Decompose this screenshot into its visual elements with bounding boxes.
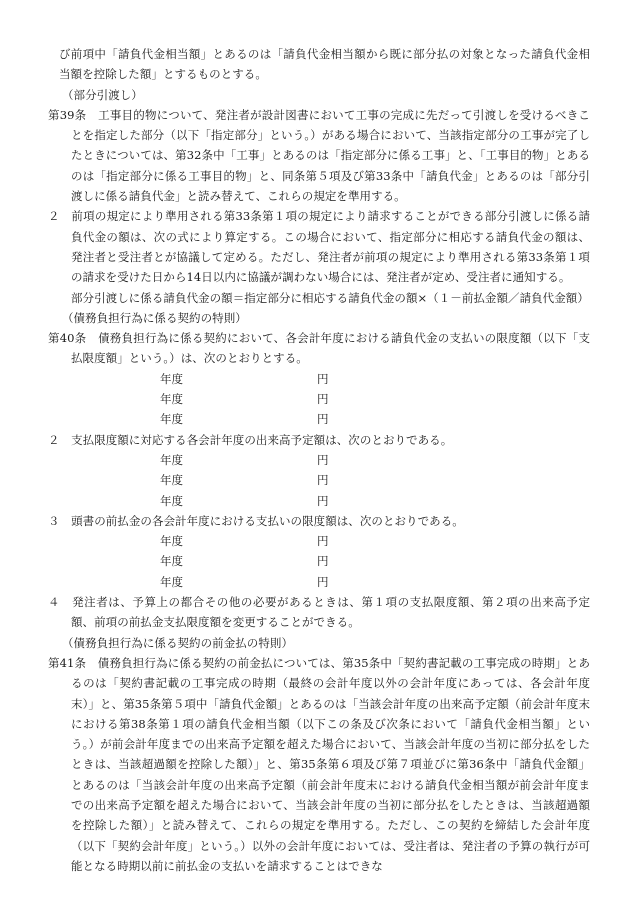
planned-output-table	[48, 450, 590, 511]
article-40-paragraph-2: ２ 支払限度額に対応する各会計年度の出来高予定額は、次のとおりである。	[48, 432, 453, 447]
article-41-caption: （債務負担行為に係る契約の前金払の特則）	[62, 635, 293, 650]
paragraph-continuation: び前項中「請負代金相当額」とあるのは「請負代金相当額から既に部分払の対象となった請負代金相当額を控除した額」とするものとする。	[59, 47, 590, 82]
article-40: 第40条 債務負担行為に係る契約において、各会計年度における請負代金の支払いの限度額（以下「支払限度額」という。）は、次のとおりとする。	[48, 331, 590, 366]
year-label: 年度	[160, 554, 184, 569]
yen-label: 円	[317, 412, 329, 427]
yen-label: 円	[317, 493, 329, 508]
table-row	[48, 470, 590, 490]
year-label: 年度	[160, 473, 184, 488]
article-39-formula: 部分引渡しに係る請負代金の額＝指定部分に相応する請負代金の額×（１－前払金額／請負代金額）	[71, 290, 589, 305]
year-label: 年度	[160, 574, 184, 589]
article-39-paragraph-2: ２ 前項の規定により準用される第33条第１項の規定により請求することができる部分引渡しに係る請負代金の額は、次の式により算定する。この場合において、指定部分に相応する請負代金の額は、発注者と受注者とが協議して定める。ただし、発注者が前項の規定により準用される第33条第１項の請求を受けた日から14日以内に協議が調わない場合には、発注者が定め、受注者に通知する。	[48, 209, 590, 285]
table-row	[48, 551, 590, 571]
article-41: 第41条 債務負担行為に係る契約の前金払については、第35条中「契約書記載の工事完成の時期」とあるのは「契約書記載の工事完成の時期（最終の会計年度以外の会計年度にあっては、各会計年度末）」と、第35条第５項中「請負代金額」とあるのは「当該会計年度の出来高予定額（前会計年度末における第38条第１項の請負代金相当額（以下この条及び次条において「請負代金相当額」という。）が前会計年度までの出来高予定額を超えた場合において、当該会計年度の当初に部分払をしたときは、当該超過額を控除した額）」と、第35条第６項及び第７項並びに第36条中「請負代金額」とあるのは「当該会計年度の出来高予定額（前会計年度末における請負代金相当額が前会計年度までの出来高予定額を超えた場合において、当該会計年度の当初に部分払をしたときは、当該超過額を控除した額）」と読み替えて、これらの規定を準用する。ただし、この契約を締結した会計年度（以下「契約会計年度」という。）以外の会計年度においては、受注者は、発注者の予算の執行が可能となる時期以前に前払金の支払いを請求することはできな	[48, 655, 590, 873]
year-label: 年度	[160, 493, 184, 508]
article-40-caption: （債務負担行為に係る契約の特則）	[62, 310, 247, 325]
table-row	[48, 491, 590, 511]
payment-limit-table	[48, 369, 590, 430]
yen-label: 円	[317, 574, 329, 589]
year-label: 年度	[160, 371, 184, 386]
year-label: 年度	[160, 452, 184, 467]
yen-label: 円	[317, 371, 329, 386]
yen-label: 円	[317, 534, 329, 549]
article-40-paragraph-4: ４ 発注者は、予算上の都合その他の必要があるときは、第１項の支払限度額、第２項の出来高予定額、前項の前払金支払限度額を変更することができる。	[48, 595, 590, 630]
year-label: 年度	[160, 392, 184, 407]
article-39-caption: （部分引渡し）	[62, 87, 143, 102]
article-40-paragraph-3: ３ 頭書の前払金の各会計年度における支払いの限度額は、次のとおりである。	[48, 513, 464, 528]
yen-label: 円	[317, 554, 329, 569]
article-39: 第39条 工事目的物について、発注者が設計図書において工事の完成に先だって引渡しを受けるべきことを指定した部分（以下「指定部分」という。）がある場合において、当該指定部分の工事が完了したときについては、第32条中「工事」とあるのは「指定部分に係る工事」と、「工事目的物」とあるのは「指定部分に係る工事目的物」と、同条第５項及び第33条中「請負代金」とあるのは「部分引渡しに係る請負代金」と読み替えて、これらの規定を準用する。	[48, 107, 590, 204]
table-row	[48, 389, 590, 409]
year-label: 年度	[160, 412, 184, 427]
table-row	[48, 572, 590, 592]
year-label: 年度	[160, 534, 184, 549]
advance-limit-table	[48, 531, 590, 592]
yen-label: 円	[317, 473, 329, 488]
table-row	[48, 369, 590, 389]
yen-label: 円	[317, 452, 329, 467]
table-row	[48, 531, 590, 551]
table-row	[48, 450, 590, 470]
yen-label: 円	[317, 392, 329, 407]
table-row	[48, 409, 590, 429]
